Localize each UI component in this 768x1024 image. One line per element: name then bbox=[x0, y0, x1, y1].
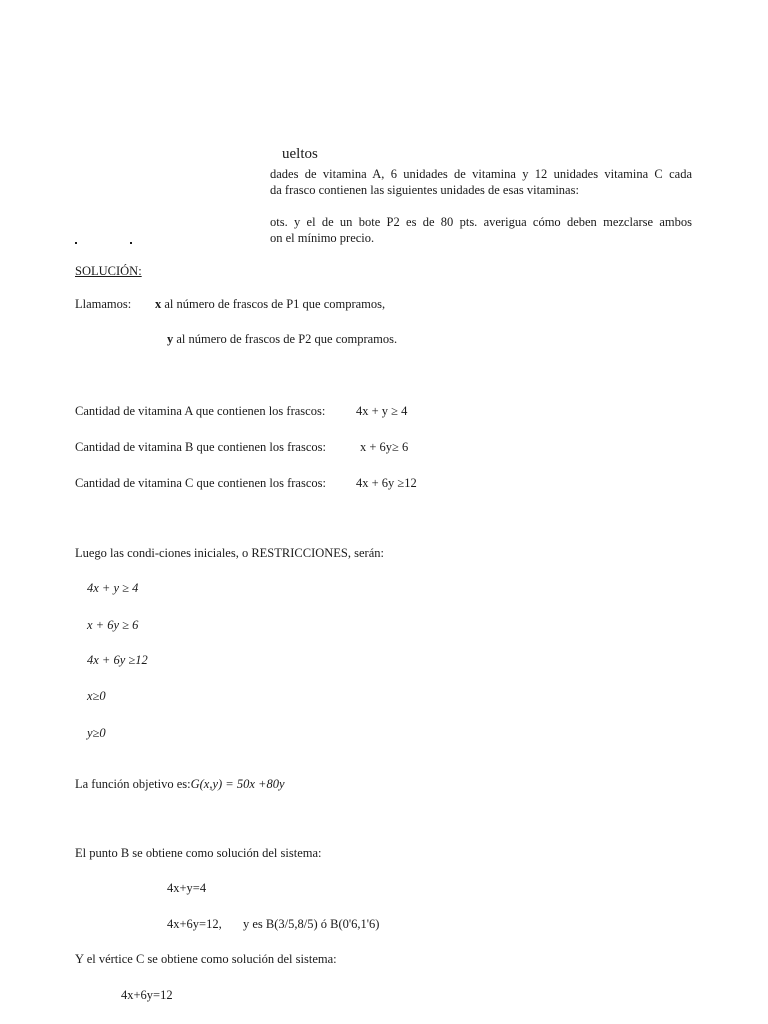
stray-dot bbox=[75, 242, 77, 244]
llamamos-label: Llamamos: bbox=[75, 297, 132, 311]
section-title-fragment: ueltos bbox=[282, 146, 318, 162]
vertex-c-equation-1: 4x+6y=12 bbox=[121, 988, 173, 1002]
objective-expression: G(x,y) = 50x +80y bbox=[190, 777, 285, 791]
variable-y: y bbox=[167, 332, 174, 346]
variable-x-line bbox=[75, 297, 131, 312]
variable-x-description: al número de frascos de P1 que compramos, bbox=[161, 297, 386, 311]
problem-text-line-4: on el mínimo precio. bbox=[270, 231, 375, 245]
problem-text-line-3: ots. y el de un bote P2 es de 80 pts. averigua cómo deben mezclarse ambos bbox=[270, 215, 692, 229]
quantity-a-label: Cantidad de vitamina A que contienen los frascos: bbox=[75, 404, 326, 418]
variable-x-definition bbox=[155, 297, 385, 312]
quantity-a-expression: 4x + y ≥ 4 bbox=[356, 404, 408, 418]
variable-y-description: al número de frascos de P2 que compramos. bbox=[173, 332, 398, 346]
solution-heading: SOLUCIÓN: bbox=[75, 264, 142, 278]
point-b-equation-2: 4x+6y=12, bbox=[167, 917, 222, 931]
point-b-intro: El punto B se obtiene como solución del sistema: bbox=[75, 846, 322, 860]
objective-function bbox=[75, 777, 285, 792]
restriction-item: x + 6y ≥ 6 bbox=[87, 618, 139, 632]
point-b-equation-1: 4x+y=4 bbox=[167, 881, 207, 895]
point-b-result: y es B(3/5,8/5) ó B(0'6,1'6) bbox=[243, 917, 380, 931]
quantity-c-expression: 4x + 6y ≥12 bbox=[356, 476, 417, 490]
variable-y-definition bbox=[167, 332, 397, 347]
restriction-item: y≥0 bbox=[87, 726, 106, 740]
problem-text-line-1: dades de vitamina A, 6 unidades de vitamina y 12 unidades vitamina C cada bbox=[270, 167, 692, 181]
restriction-item: 4x + y ≥ 4 bbox=[87, 581, 139, 595]
variable-x: x bbox=[155, 297, 162, 311]
quantity-b-expression: x + 6y≥ 6 bbox=[360, 440, 409, 454]
restriction-item: 4x + 6y ≥12 bbox=[87, 653, 148, 667]
quantity-b-label: Cantidad de vitamina B que contienen los frascos: bbox=[75, 440, 326, 454]
problem-text-line-2: da frasco contienen las siguientes unidades de esas vitaminas: bbox=[270, 183, 579, 197]
quantity-c-label: Cantidad de vitamina C que contienen los frascos: bbox=[75, 476, 326, 490]
stray-dot bbox=[130, 242, 132, 244]
restrictions-intro: Luego las condi-ciones iniciales, o RESTRICCIONES, serán: bbox=[75, 546, 384, 560]
objective-label: La función objetivo es: bbox=[75, 777, 191, 791]
restriction-item: x≥0 bbox=[87, 689, 106, 703]
vertex-c-intro: Y el vértice C se obtiene como solución del sistema: bbox=[75, 952, 337, 966]
